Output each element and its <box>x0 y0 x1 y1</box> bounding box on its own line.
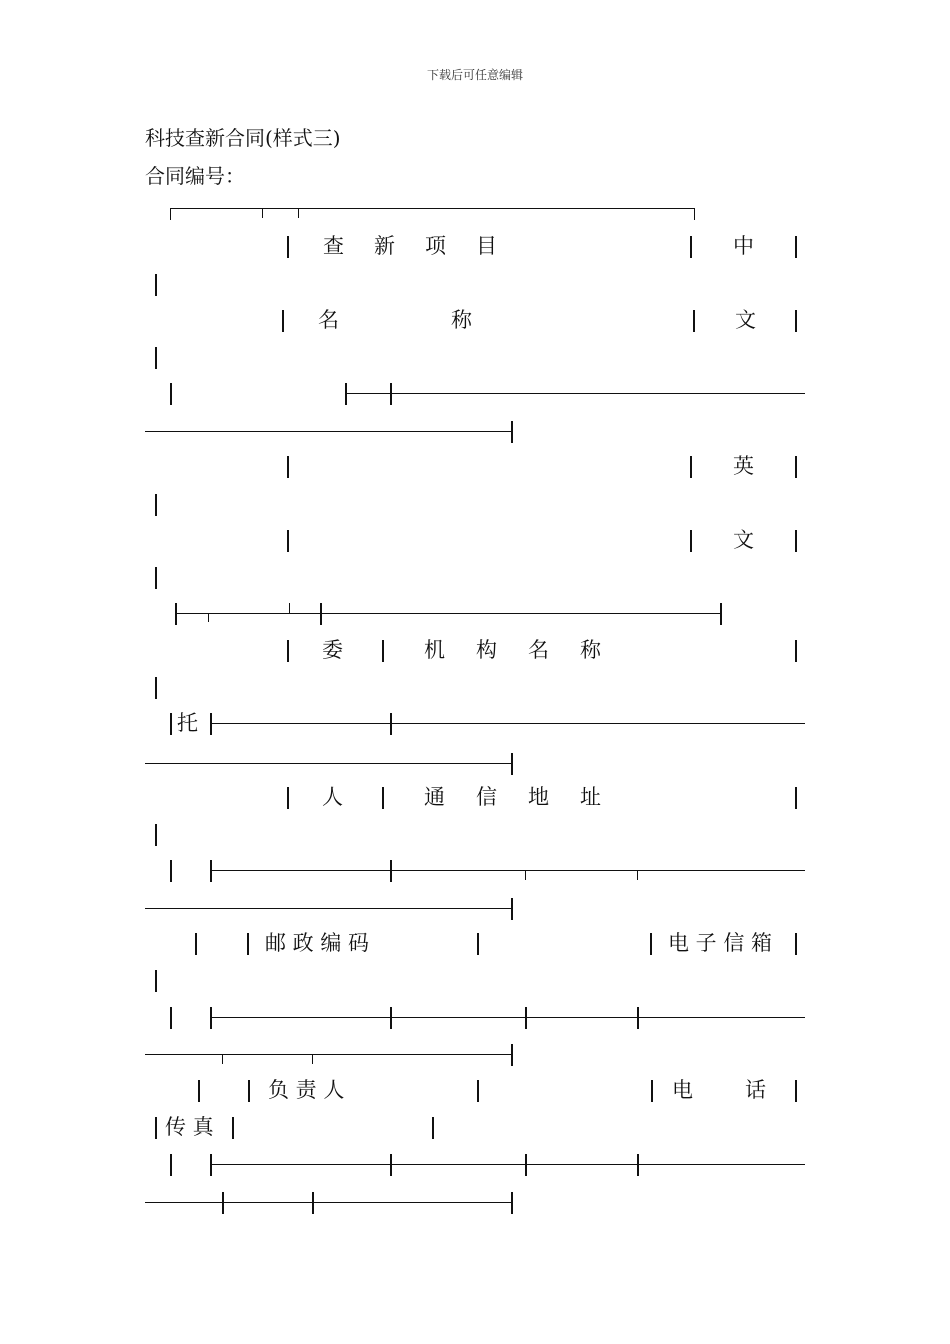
email-label: 电 子 信 箱 <box>668 931 773 955</box>
page-header-note: 下载后可任意编辑 <box>426 68 523 82</box>
org-name-char-4: 称 <box>580 638 601 662</box>
person-in-charge-label: 负 责 人 <box>268 1078 345 1102</box>
lang-chinese-char-1: 中 <box>733 234 754 258</box>
project-name-char-2: 新 <box>374 234 395 258</box>
phone-label-char-1: 电 <box>672 1078 693 1102</box>
lang-english-char-2: 文 <box>733 528 754 552</box>
phone-label-char-2: 话 <box>745 1078 766 1102</box>
project-name-char-3: 项 <box>425 234 446 258</box>
project-name-char-6: 称 <box>451 308 472 332</box>
document-title: 科技查新合同(样式三) <box>145 126 341 150</box>
postcode-label: 邮 政 编 码 <box>265 931 370 955</box>
org-name-char-1: 机 <box>424 638 445 662</box>
address-char-4: 址 <box>580 785 601 809</box>
fax-label: 传 真 <box>165 1115 214 1139</box>
project-name-char-1: 查 <box>323 234 344 258</box>
lang-chinese-char-2: 文 <box>735 308 756 332</box>
lang-english-char-1: 英 <box>733 454 754 478</box>
org-name-char-2: 构 <box>476 638 497 662</box>
project-name-char-4: 目 <box>476 234 497 258</box>
address-char-2: 信 <box>476 785 497 809</box>
client-char-2: 托 <box>177 711 198 735</box>
org-name-char-3: 名 <box>528 638 549 662</box>
address-char-1: 通 <box>424 785 445 809</box>
contract-number-label: 合同编号： <box>145 164 245 188</box>
project-name-char-5: 名 <box>318 308 339 332</box>
address-char-3: 地 <box>528 785 549 809</box>
client-char-3: 人 <box>322 785 343 809</box>
client-char-1: 委 <box>322 638 343 662</box>
